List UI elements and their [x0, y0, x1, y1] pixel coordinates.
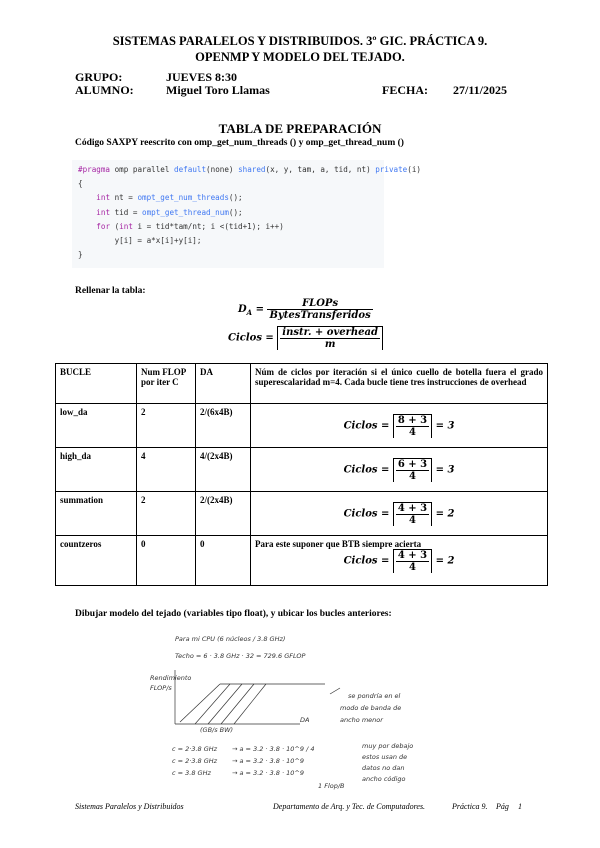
ciclos-ceil [277, 326, 383, 350]
hand-note: → a = 3.2 · 3.8 · 10^9 [232, 769, 304, 777]
code-text: (); [228, 207, 243, 217]
arrow [330, 688, 340, 694]
code-fn: ompt_get_num_threads [137, 193, 229, 203]
code-text: ( [110, 221, 120, 231]
table-row [56, 404, 548, 448]
hatch-line [221, 684, 254, 724]
da-lhs: D [238, 304, 247, 315]
cell-bucle: countzeros [56, 536, 137, 586]
cell-bucle: low_da [56, 404, 137, 448]
roofline-sketch [150, 660, 450, 740]
alumno-value: Miguel Toro Llamas [166, 83, 270, 97]
hand-note: c = 2·3.8 GHz [172, 745, 218, 753]
ciclos-den: 4 [409, 562, 416, 573]
footer-practica: Práctica 9. [452, 802, 488, 811]
cell-note: Para este suponer que BTB siempre acierta [255, 539, 422, 549]
da-formula: $D_A$ = $\frac{\text{FLOPs}}{\text{BytesTransferidos}}$ [238, 298, 371, 321]
prep-table [55, 363, 548, 586]
code-text: } [78, 250, 83, 260]
cell-ciclos: Ciclos = $\frac{4 + 3}{4}$ = 2 [251, 492, 548, 536]
table-row [56, 448, 548, 492]
header-line-2: OPENMP Y MODELO DEL TEJADO. [195, 50, 405, 64]
hand-note: (GB/s BW) [200, 726, 234, 734]
ciclos-lhs: Ciclos [343, 555, 378, 567]
hand-note: modo de banda de [340, 704, 402, 712]
ciclos-num: 8 + 3 [397, 414, 428, 426]
hand-note: Para mi CPU (6 núcleos / 3.8 GHz) [175, 635, 286, 643]
code-text: (none) [206, 165, 239, 174]
bandwidth-slope [180, 684, 220, 722]
code-fn: ompt_get_thread_num [142, 207, 229, 217]
hand-note: FLOP/s [150, 684, 172, 692]
code-block [72, 160, 421, 268]
hand-note: estos usan de [362, 753, 408, 761]
da-num: FLOPs [267, 298, 372, 310]
code-intro: Código SAXPY reescrito con omp_get_num_threads () y omp_get_thread_num () [75, 138, 404, 148]
cell-da: 4/(2x4B) [196, 448, 251, 492]
alumno-label: ALUMNO: [75, 83, 134, 97]
cell-da: 0 [196, 536, 251, 586]
table-row [56, 536, 548, 586]
da-den: BytesTransferidos [269, 310, 371, 321]
da-frac [267, 298, 372, 321]
table-header-row [56, 364, 548, 404]
ciclos-num: instr. + overhead [282, 327, 379, 338]
footer-left: Sistemas Paralelos y Distribuidos [75, 802, 184, 811]
cell-flop: 0 [137, 536, 196, 586]
ciclos-den: 4 [409, 514, 416, 526]
hatch-line [234, 684, 266, 724]
code-for: for [96, 221, 111, 231]
code-pragma: #pragma [78, 165, 111, 174]
hand-note: → a = 3.2 · 3.8 · 10^9 / 4 [232, 745, 315, 753]
ciclos-lhs: Ciclos [343, 464, 378, 475]
hand-note: datos no dan [362, 764, 405, 772]
ciclos-den: m [324, 339, 336, 350]
hand-note: Techo = 6 · 3.8 GHz · 32 = 729.6 GFLOP [175, 652, 306, 660]
ciclos-num: 6 + 3 [397, 458, 428, 470]
code-type: int [96, 207, 111, 217]
code-text: y[i] = a*x[i]+y[i]; [114, 236, 202, 246]
cell-flop: 2 [137, 492, 196, 536]
ciclos-result: 3 [447, 420, 455, 431]
da-sub: A [246, 308, 253, 317]
fecha-value: 27/11/2025 [453, 83, 508, 97]
th-bucle: BUCLE [56, 364, 137, 404]
code-shared: shared [238, 165, 266, 174]
hand-note: 1 Flop/B [318, 782, 345, 790]
ciclos-num: 4 + 3 [397, 550, 428, 561]
code-type: int [119, 221, 133, 231]
ciclos-result: 2 [447, 508, 455, 519]
code-private: private [375, 165, 408, 174]
code-default: default [174, 165, 207, 174]
header-line-1: SISTEMAS PARALELOS Y DISTRIBUIDOS. 3º GIC. PRÁCTICA 9. [112, 34, 488, 48]
ciclos-lhs: Ciclos [343, 420, 378, 431]
ciclos-result: 2 [447, 555, 455, 567]
cell-bucle: summation [56, 492, 137, 536]
cell-ciclos: Ciclos = $\frac{8 + 3}{4}$ = 3 [251, 404, 548, 448]
th-da: DA [196, 364, 251, 404]
grupo-label: GRUPO: [75, 70, 123, 84]
ciclos-num: 4 + 3 [397, 502, 428, 514]
cell-flop: 4 [137, 448, 196, 492]
cell-da: 2/(6x4B) [196, 404, 251, 448]
cell-bucle: high_da [56, 448, 137, 492]
grupo-value: JUEVES 8:30 [166, 70, 238, 84]
ciclos-frac [280, 327, 380, 350]
footer-page-number: 1 [518, 802, 522, 811]
footer-page-label: Pág [496, 802, 509, 811]
th-ciclos: Núm de ciclos por iteración si el único cuello de botella fuera el grado superescalaridad m=4. Cada bucle tiene tres instrucciones de overhead [251, 364, 548, 404]
hand-note: Rendimiento [150, 674, 192, 682]
ciclos-den: 4 [409, 426, 416, 438]
code-text: i = tid*tam/nt; i <(tid+1); i++) [132, 221, 284, 231]
code-text: nt = [110, 193, 138, 203]
fecha-label: FECHA: [382, 83, 428, 97]
ciclos-den: 4 [409, 470, 416, 482]
hand-note: c = 3.8 GHz [172, 769, 211, 777]
code-type: int [96, 193, 111, 203]
code-text: (x, y, tam, a, tid, nt) [265, 165, 376, 174]
cell-da: 2/(2x4B) [196, 492, 251, 536]
hand-note: ancho menor [340, 716, 383, 724]
code-text: (); [228, 193, 243, 203]
code-text: omp parallel [110, 165, 175, 174]
hand-note: se pondría en el [348, 692, 401, 700]
cell-ciclos: Ciclos = $\frac{6 + 3}{4}$ = 3 [251, 448, 548, 492]
fill-label: Rellenar la tabla: [75, 286, 146, 296]
ciclos-result: 3 [447, 464, 455, 475]
cell-flop: 2 [137, 404, 196, 448]
hand-note: ancho código [362, 775, 406, 783]
hand-note: muy por debajo [362, 742, 414, 750]
section-title: TABLA DE PREPARACIÓN [218, 121, 382, 136]
roofline-label: Dibujar modelo del tejado (variables tipo float), y ubicar los bucles anteriores: [75, 609, 392, 619]
code-text: { [78, 179, 83, 189]
ciclos-lhs: Ciclos [228, 332, 262, 344]
hand-note: → a = 3.2 · 3.8 · 10^9 [232, 757, 304, 765]
ciclos-lhs: Ciclos [343, 508, 378, 519]
footer-right: Departamento de Arq. y Tec. de Computadores. [273, 802, 426, 811]
th-flop: Num FLOP por iter C [137, 364, 196, 404]
hand-note: c = 2·3.8 GHz [172, 757, 218, 765]
code-text: tid = [110, 207, 143, 217]
hand-note: DA [300, 716, 310, 724]
code-text: (i) [407, 165, 421, 174]
ciclos-formula: Ciclos = $\frac{\text{instr. + overhead}}{m}$ [228, 326, 383, 350]
table-row [56, 492, 548, 536]
cell-ciclos: Para este suponer que BTB siempre acierta Ciclos = $\frac{4 + 3}{4}$ = 2 [251, 536, 548, 586]
